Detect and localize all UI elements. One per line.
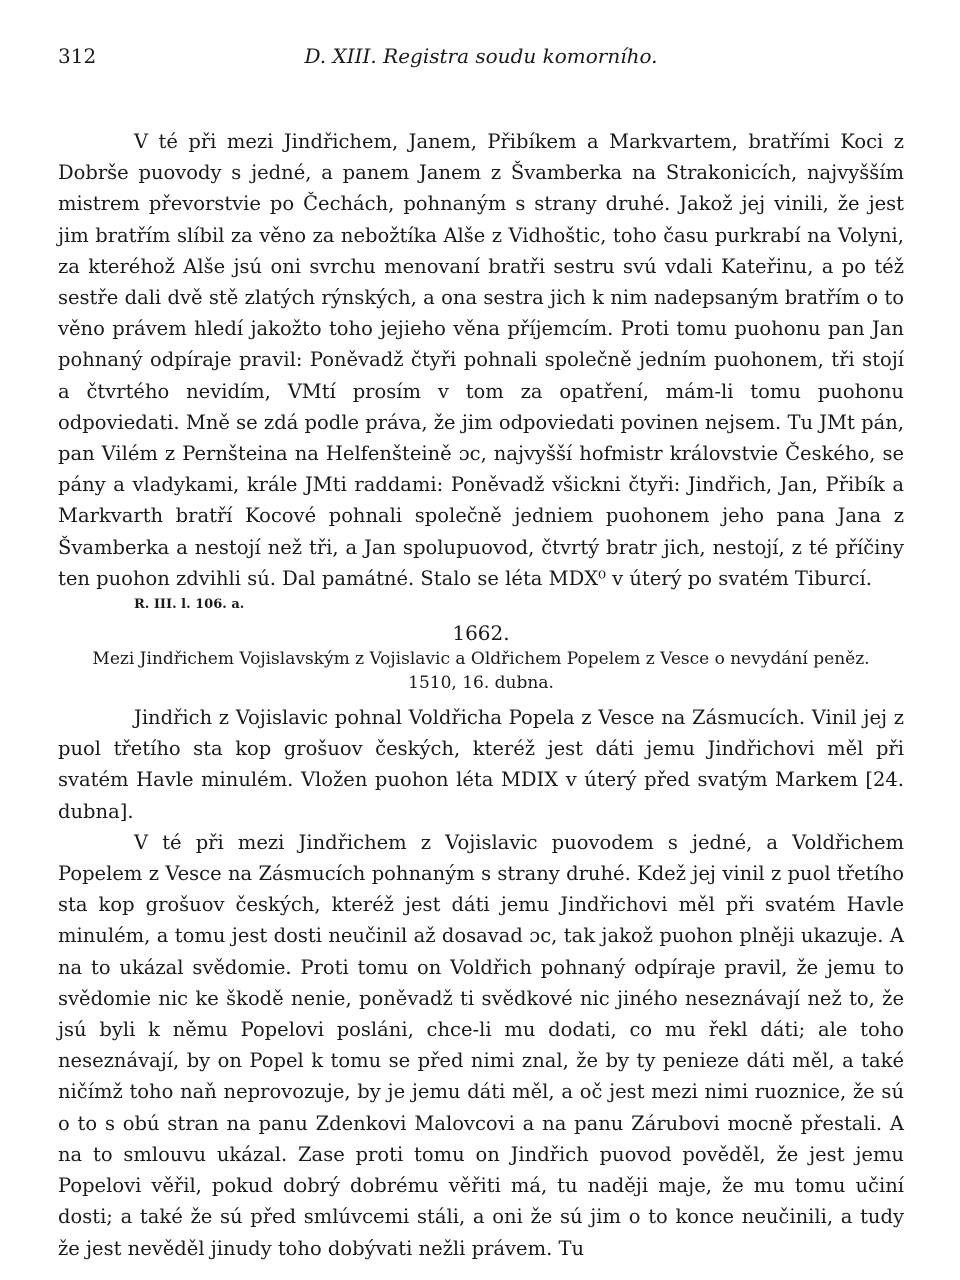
running-title: D. XIII. Registra soudu komorního. (304, 44, 658, 68)
entry-date: 1510, 16. dubna. (408, 673, 554, 694)
entry-summary: Mezi Jindřichem Vojislavským z Vojislavic a Oldřichem Popelem z Vesce o nevydání peněz. (92, 649, 870, 670)
entry-number: 1662. (452, 621, 510, 646)
document-page (58, 40, 904, 1264)
source-reference: R. III. l. 106. a. (134, 597, 245, 613)
page-number: 312 (58, 44, 97, 68)
entry-1661-paragraph: V té při mezi Jindřichem, Janem, Přibíkem a Markvartem, bratřími Koci z Dobrše puovody s jedné, a panem Janem z Švamberka na Strakonicích, najvyšším mistrem převorstvie po Čechách, pohnaným s strany druhé. Jakož jej vinili, že jest jim bratřím slíbil za věno za nebožtíka Alše z Vidhoštic, toho času purkrabí na Volyni, za kteréhož Alše jsú oni svrchu menovaní bratři sestru svú vdali Kateřinu, a po též sestře dali dvě stě zlatých rýnských, a ona sestra jich k nim nadepsaným bratřím o to věno právem hledí jakožto toho jejieho věna příjemcím. Proti tomu puohonu pan Jan pohnaný odpíraje pravil: Poněvadž čtyři pohnali společně jedním puohonem, tři stojí a čtvrtého nevidím, VMtí prosím v tom za opatření, mám-li tomu puohonu odpoviedati. Mně se zdá podle práva, že jim odpoviedati povinen nejsem. Tu JMt pán, pan Vilém z Pernšteina na Helfenšteině ɔc, najvyšší hofmistr královstvie Českého, se pány a vladykami, krále JMti raddami: Poněvadž všickni čtyři: Jindřich, Jan, Přibík a Markvarth bratří Kocové pohnali společně jedniem puohonem jeho pana Jana z Švamberka a nestojí než tři, a Jan spolupuovod, čtvrtý bratr jich, nestojí, z té příčiny ten puohon zdvihli sú. Dal památné. Stalo se léta MDX⁰ v úterý po svatém Tiburcí. (58, 130, 904, 590)
entry-1662-paragraph-2: V té při mezi Jindřichem z Vojislavic puovodem s jedné, a Voldřichem Popelem z Vesce na Zásmucích pohnaným s strany druhé. Kdež jej vinil z puol třetího sta kop grošuov českých, kteréž jest dáti jemu Jindřichovi měl při svatém Havle minulém, a tomu jest dosti neučinil až dosavad ɔc, tak jakož puohon plněji ukazuje. A na to ukázal svědomie. Proti tomu on Voldřich pohnaný odpíraje pravil, že jemu to svědomie nic ke škodě nenie, poněvadž ti svědkové nic jiného neseznávají než to, že jsú byli k němu Popelovi posláni, chce-li mu dodati, co mu řekl dáti; ale toho neseznávají, by on Popel k tomu se před nimi znal, že by ty penieze dáti měl, a také ničímž toho naň neprovozuje, by je jemu dáti měl, a oč jest mezi nimi ruoznice, že sú o to s obú stran na panu Zdenkovi Malovcovi a na panu Zárubovi mocně přestali. A na to smlouvu ukázal. Zase proti tomu on Jindřich puovod pověděl, že jest jemu Popelovi věřil, pokud dobrý dobrému věřiti má, tu naději maje, že mu tomu učiní dosti; a také že sú před smlúvcemi stáli, a oni že sú jim o to konce neučinili, a tudy že jest nevěděl jinudy toho dobývati nežli právem. Tu (58, 830, 904, 1260)
running-head (58, 40, 904, 80)
entry-1662-paragraph-1: Jindřich z Vojislavic pohnal Voldřicha Popela z Vesce na Zásmucích. Vinil jej z puol třetího sta kop grošuov českých, kteréž jest dáti jemu Jindřichovi měl při svatém Havle minulém. Vložen puohon léta MDIX v úterý před svatým Markem [24. dubna]. (58, 706, 904, 823)
